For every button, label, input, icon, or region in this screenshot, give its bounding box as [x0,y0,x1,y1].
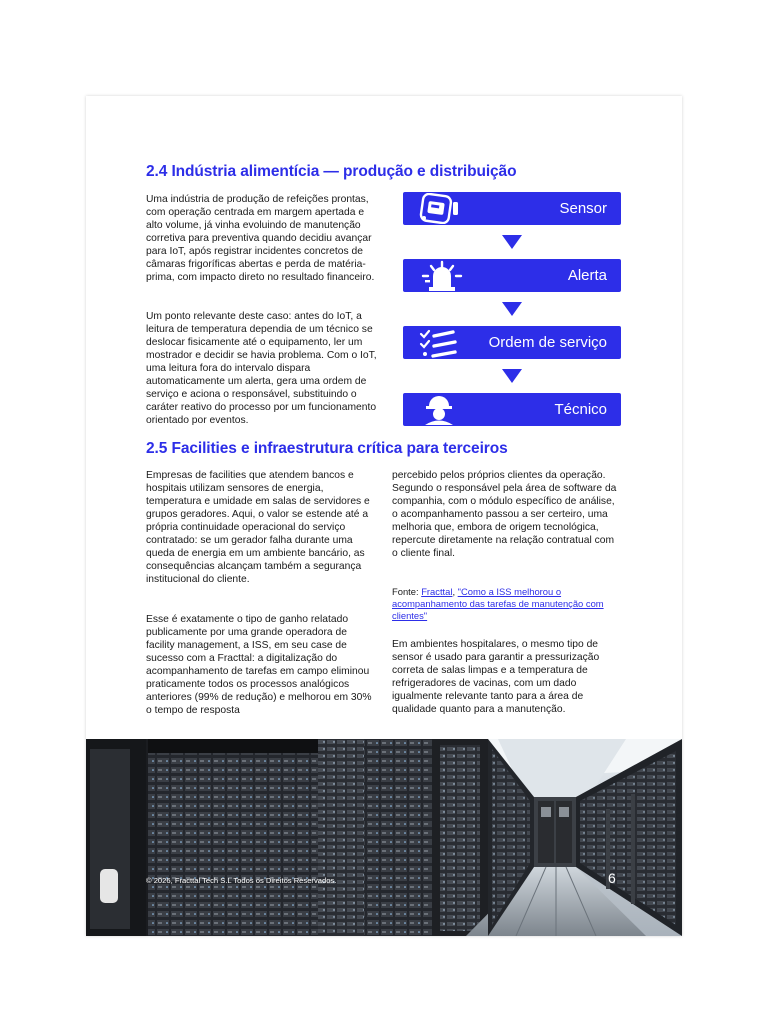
iot-flow-diagram [403,192,621,426]
flow-arrow-down [502,302,522,316]
source-link-fracttal[interactable]: Fracttal [421,586,453,597]
food-paragraph-1: Uma indústria de produção de refeições prontas, com operação centrada em margem apertada e alto volume, já vinha evoluindo de manutenção corretiva para preventiva quando decidiu avançar para IoT, após registrar incidentes concretos de câmaras frigoríficas abertas e perda de matéria-prima, com impacto direto no resultado financeiro. [146,194,375,283]
flow-step-label: Alerta [567,267,607,284]
flow-step-technician [403,393,621,426]
facilities-left-paragraph-1: Empresas de facilities que atendem bancos e hospitais utilizam sensores de energia, temperatura e umidade em salas de servidores e grupos geradores. Aqui, o valor se estende até a própria continuidade operacional do serviço contratado: se um gerador falha durante uma queda de energia em um ambiente bancário, as consequências alcançam também a segurança institucional do cliente. [146,470,370,585]
source-separator: , [452,586,458,597]
alarm-siren-icon [417,260,467,291]
sensor-device-icon [417,193,467,224]
copyright-notice: © 2026, Fracttal Tech S.L Todos os Direitos Reservados. [146,876,337,885]
food-paragraph-2: Um ponto relevante deste caso: antes do IoT, a leitura de temperatura dependia de um técnico se deslocar fisicamente até o equipamento, ler um mostrador e decidir se havia problema. Com o IoT, uma leitura fora do intervalo dispara automaticamente um alerta, gera uma ordem de serviço e aciona o responsável, substituindo o caráter reativo do processo por um funcionamento orientado por eventos. [146,311,377,426]
flow-step-alert [403,259,621,292]
flow-step-label: Ordem de serviço [488,334,607,351]
flow-arrow-down [502,235,522,249]
checklist-icon [417,327,467,358]
source-prefix: Fonte: [392,586,422,597]
source-citation [392,586,622,622]
data-center-photo [86,739,682,936]
section-title-food-industry: 2.4 Indústria alimentícia — produção e distribuição [146,163,517,180]
flow-step-label: Sensor [559,200,607,217]
flow-arrow-down [502,369,522,383]
flow-step-sensor [403,192,621,225]
section-title-facilities: 2.5 Facilities e infraestrutura crítica para terceiros [146,440,508,457]
technician-helmet-icon [417,394,467,425]
server-room-illustration [86,739,682,936]
flow-step-label: Técnico [554,401,607,418]
facilities-right-paragraph-1: percebido pelos próprios clientes da operação. Segundo o responsável pela área de software da companhia, com o módulo específico de análise, o acompanhamento passou a ser certeiro, uma melhoria que, embora de origem tecnológica, repercute diretamente na relação contratual com o cliente final. [392,470,617,559]
page-number: 6 [608,870,616,886]
flow-step-work-order [403,326,621,359]
facilities-left-paragraph-2: Esse é exatamente o tipo de ganho relatado publicamente por uma grande operadora de facility management, a ISS, em seu case de sucesso com a Fracttal: a digitalização do acompanhamento de tarefas em campo eliminou praticamente todos os processos analógicos anteriores (99% de redução) e melhorou em 30% o tempo de resposta [146,614,372,716]
document-page [86,96,682,936]
source-link-iss-case[interactable]: "Como a ISS melhorou o acompanhamento das tarefas de manutenção com clientes" [392,586,604,621]
facilities-right-paragraph-2: Em ambientes hospitalares, o mesmo tipo de sensor é usado para garantir a pressurização correta de salas limpas e a temperatura de refrigeradores de vacinas, com um dado igualmente relevante tanto para a área de qualidade quanto para a manutenção. [392,639,600,715]
